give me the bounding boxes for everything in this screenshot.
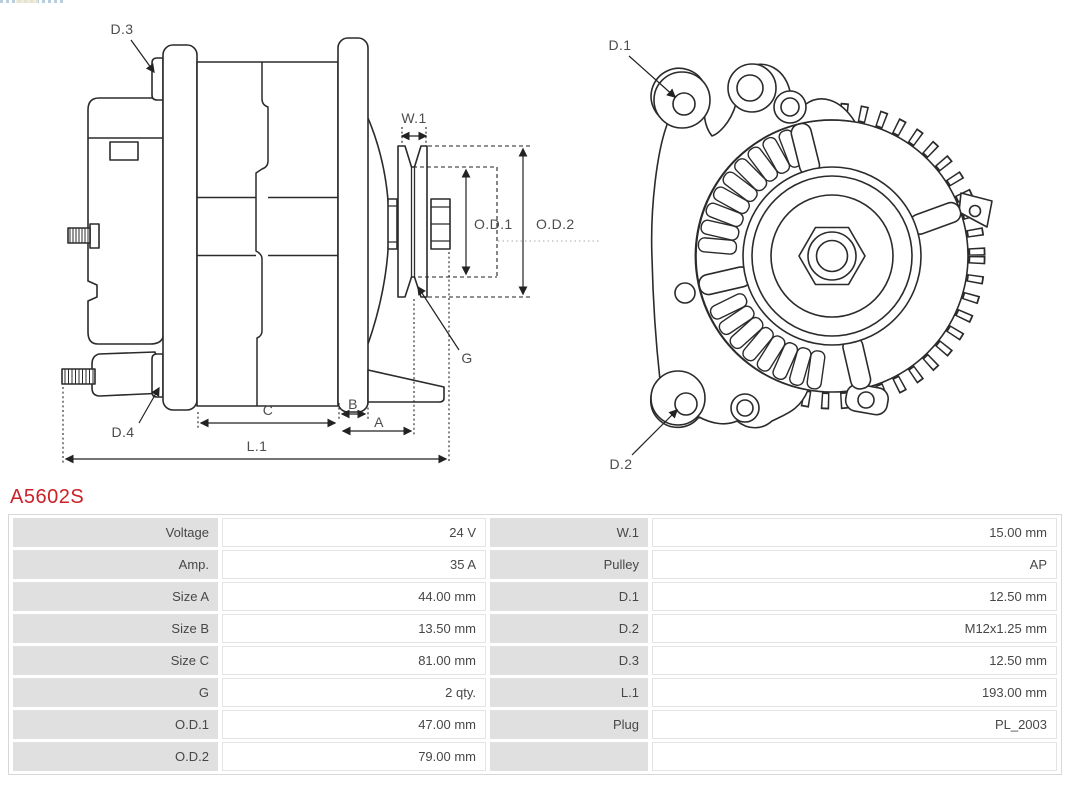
spec-value: 35 A (222, 550, 486, 579)
table-row (13, 518, 1057, 547)
table-row (13, 678, 1057, 707)
leader-d3 (131, 40, 154, 72)
table-row (13, 646, 1057, 675)
spec-label: O.D.2 (13, 742, 218, 771)
spec-value: 44.00 mm (222, 582, 486, 611)
spec-value: 15.00 mm (652, 518, 1057, 547)
spec-value: 2 qty. (222, 678, 486, 707)
front-bracket (338, 38, 444, 412)
mount-hole-d2 (675, 393, 697, 415)
dim-label-d2: D.2 (609, 456, 633, 472)
spec-value: PL_2003 (652, 710, 1057, 739)
spec-label: D.3 (490, 646, 648, 675)
spec-label: Plug (490, 710, 648, 739)
spec-value: AP (652, 550, 1057, 579)
spec-label: D.1 (490, 582, 648, 611)
side-view (62, 38, 450, 412)
spec-value: M12x1.25 mm (652, 614, 1057, 643)
dim-label-c: C (262, 402, 274, 418)
table-row (13, 614, 1057, 643)
dim-label-d1: D.1 (608, 37, 632, 53)
spec-value: 24 V (222, 518, 486, 547)
dim-label-od1: O.D.1 (474, 216, 513, 232)
dim-label-d3: D.3 (110, 21, 134, 37)
stator-body (197, 62, 338, 406)
pulley (398, 146, 450, 297)
spec-label: Size B (13, 614, 218, 643)
table-row (13, 710, 1057, 739)
spec-value: 47.00 mm (222, 710, 486, 739)
spec-label (490, 742, 648, 771)
rear-cover (62, 98, 165, 396)
table-row (13, 742, 1057, 771)
spec-label: Amp. (13, 550, 218, 579)
mount-hole-d1 (673, 93, 695, 115)
spec-label: Pulley (490, 550, 648, 579)
dim-label-l1: L.1 (246, 438, 268, 454)
dim-label-g: G (461, 350, 473, 366)
spec-label: Voltage (13, 518, 218, 547)
spec-value: 12.50 mm (652, 646, 1057, 675)
front-view (651, 64, 992, 428)
spec-value: 193.00 mm (652, 678, 1057, 707)
spec-value: 12.50 mm (652, 582, 1057, 611)
dim-label-a: A (374, 414, 384, 430)
pulley-face (743, 167, 921, 345)
part-number: A5602S (10, 486, 85, 508)
dim-label-od2: O.D.2 (536, 216, 575, 232)
spec-label: W.1 (490, 518, 648, 547)
spec-label: D.2 (490, 614, 648, 643)
spec-value: 79.00 mm (222, 742, 486, 771)
spec-label: Size C (13, 646, 218, 675)
spec-label: L.1 (490, 678, 648, 707)
spec-label: G (13, 678, 218, 707)
table-row (13, 550, 1057, 579)
table-row (13, 582, 1057, 611)
spec-table (8, 514, 1062, 775)
dim-label-d4: D.4 (111, 424, 135, 440)
od-dashed-lines (411, 146, 533, 297)
spec-value: 13.50 mm (222, 614, 486, 643)
spec-value: 81.00 mm (222, 646, 486, 675)
dim-label-w1: W.1 (401, 110, 427, 126)
dim-label-b: B (348, 396, 358, 412)
leader-d2 (632, 410, 677, 455)
spec-label: O.D.1 (13, 710, 218, 739)
spec-value (652, 742, 1057, 771)
spec-label: Size A (13, 582, 218, 611)
